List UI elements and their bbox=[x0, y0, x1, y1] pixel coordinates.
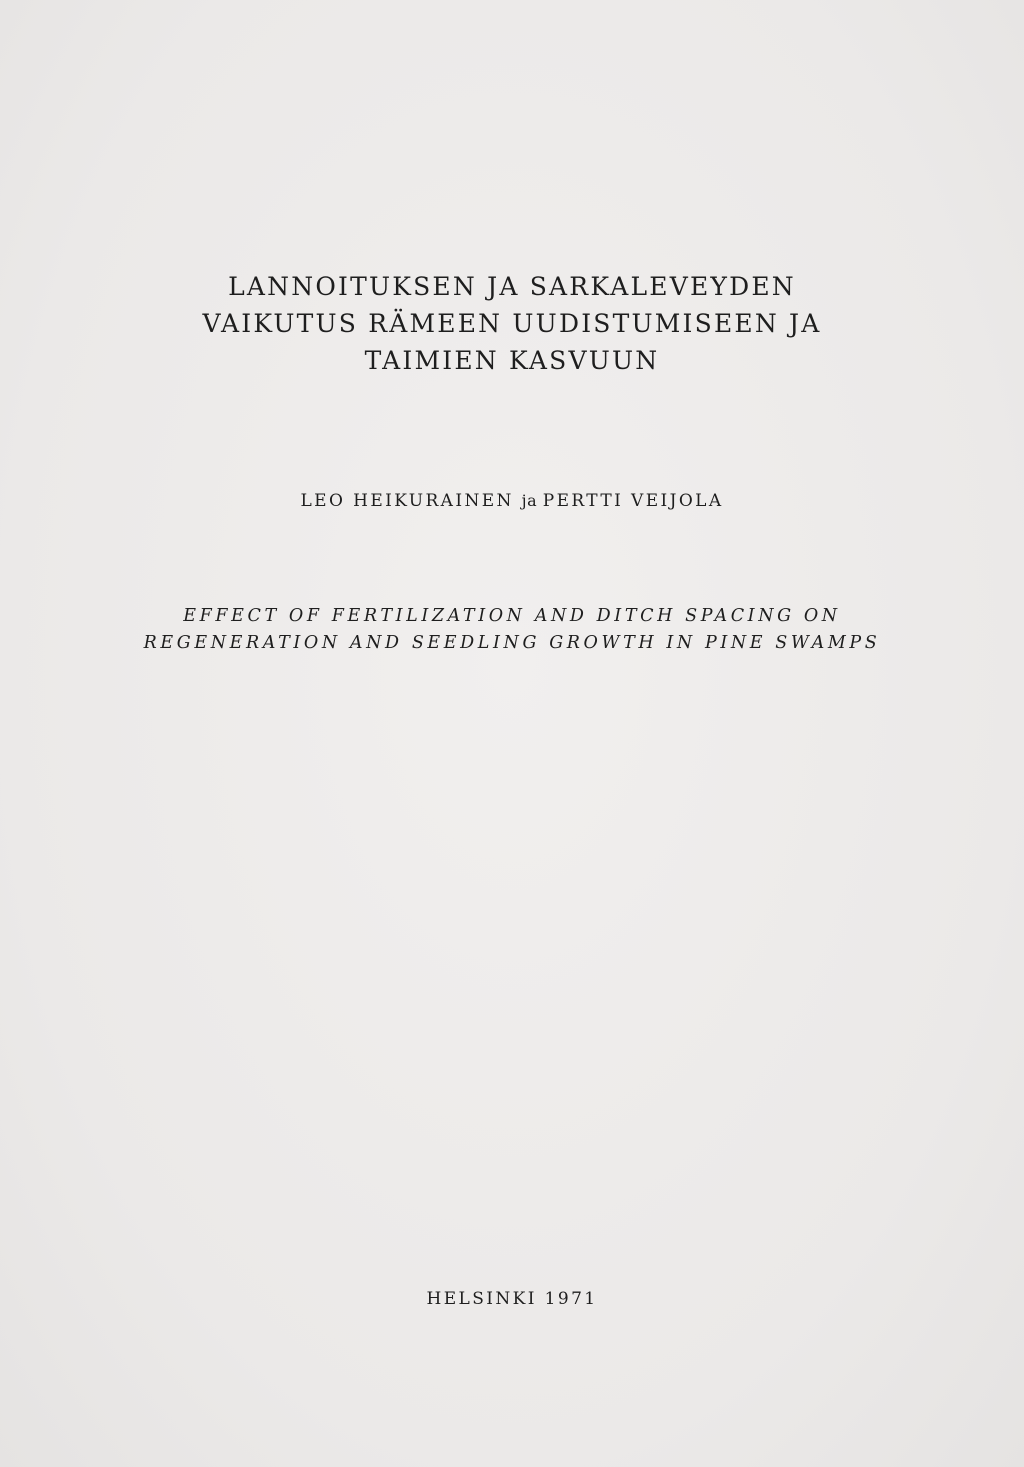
author-1: LEO HEIKURAINEN bbox=[300, 491, 514, 511]
author-conjunction: ja bbox=[521, 491, 543, 510]
title-line-2: VAIKUTUS RÄMEEN UUDISTUMISEEN JA bbox=[202, 309, 822, 338]
subtitle-line-2: REGENERATION AND SEEDLING GROWTH IN PINE SWAMPS bbox=[143, 633, 881, 653]
finnish-title bbox=[0, 268, 1024, 379]
title-line-1: LANNOITUKSEN JA SARKALEVEYDEN bbox=[228, 272, 796, 301]
english-title bbox=[0, 603, 1024, 657]
authors bbox=[0, 490, 1024, 512]
place-and-year: HELSINKI 1971 bbox=[426, 1289, 598, 1309]
author-2: PERTTI VEIJOLA bbox=[542, 491, 724, 511]
subtitle-line-1: EFFECT OF FERTILIZATION AND DITCH SPACING ON bbox=[183, 606, 841, 626]
title-line-3: TAIMIEN KASVUUN bbox=[364, 346, 660, 375]
